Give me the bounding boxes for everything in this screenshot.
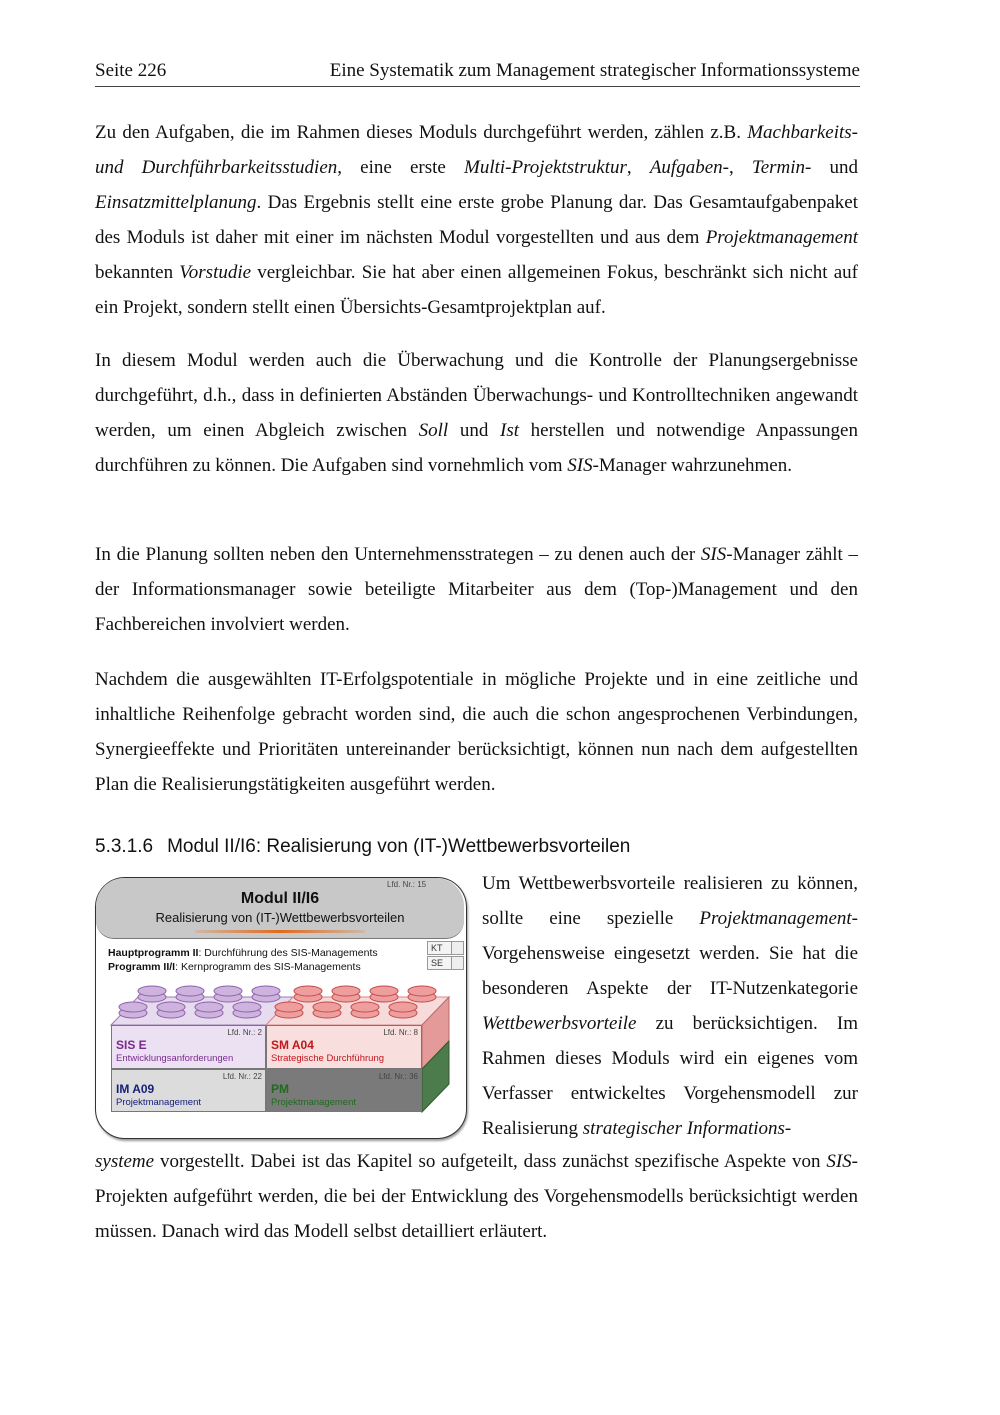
tag-kt: KT bbox=[427, 941, 454, 955]
module-title: Modul II/I6 bbox=[240, 890, 320, 907]
italic-term: systeme bbox=[95, 1151, 155, 1172]
cell-lfd: Lfd. Nr.: 2 bbox=[227, 1028, 262, 1037]
text-run: . Das Ergebnis stellt eine erste grobe Planung dar. Das Gesamtaufgabenpaket des Moduls ist daher mit einer im nächsten Modul vorgestellten und aus dem bbox=[95, 192, 858, 248]
section-heading bbox=[95, 834, 630, 860]
section-title: Modul II/I6: Realisierung von (IT-)Wettbewerbsvorteilen bbox=[167, 836, 631, 857]
text-run: In die Planung sollten neben den Unternehmensstrategen – zu denen auch der bbox=[95, 544, 701, 565]
text-run: -Projekten aufgeführt werden, die bei der Entwicklung des Vorgehensmodells berücksichtigt werden müssen. Danach wird das Modell selbst detailliert erläutert. bbox=[95, 1151, 858, 1242]
tail-paragraph bbox=[95, 1144, 858, 1249]
italic-term: Aufgaben- bbox=[649, 157, 729, 178]
text-run: -Manager zählt – der Informationsmanager sowie beteiligte Mitarbeiter aus dem (Top-)Management und den Fachbereichen involviert werden. bbox=[95, 544, 858, 635]
text-run: In diesem Modul werden auch die Überwachung und die Kontrolle der Planungsergebnisse durchgeführt, d.h., dass in definierten Abständen Überwachungs- und Kontrolltechniken angewandt werden, um einen Abgleich zwischen bbox=[95, 350, 858, 441]
cell-code: IM A09 bbox=[116, 1082, 155, 1096]
cell-lfd: Lfd. Nr.: 22 bbox=[222, 1072, 262, 1081]
cell-pm bbox=[266, 1069, 422, 1112]
main-program-label: Hauptprogramm II: Durchführung des SIS-Managements bbox=[108, 947, 378, 959]
page-header bbox=[95, 58, 860, 87]
italic-term: Projektmanagement bbox=[699, 908, 852, 929]
text-run: Nachdem die ausgewählten IT-Erfolgspotentiale in mögliche Projekte und in eine zeitliche und inhaltliche Reihenfolge gebracht worden sind, die auch die schon angesprochenen Verbindungen, Synergieeffekte und Prioritäten untereinander berücksichtigt, können nun nach dem aufgestellten Plan die Realisierungstätigkeiten ausgeführt werden. bbox=[95, 669, 858, 795]
cell-sis-e bbox=[111, 1025, 266, 1069]
body-paragraph-1 bbox=[95, 115, 858, 325]
cell-lfd: Lfd. Nr.: 36 bbox=[378, 1072, 418, 1081]
cell-code: SM A04 bbox=[271, 1038, 314, 1052]
text-run: , eine erste bbox=[337, 157, 465, 178]
cell-code: PM bbox=[271, 1082, 289, 1096]
text-run: , bbox=[626, 157, 650, 178]
module-figure bbox=[95, 877, 467, 1139]
italic-term: Machbarkeits- und Durchführbarkeitsstudien bbox=[95, 122, 858, 178]
cell-im-a09 bbox=[111, 1069, 266, 1112]
module-subtitle: Realisierung von (IT-)Wettbewerbsvorteilen bbox=[155, 910, 405, 925]
cell-sm-a04 bbox=[266, 1025, 422, 1069]
module-lfd-number: Lfd. Nr.: 15 bbox=[387, 880, 427, 889]
cell-desc: Projektmanagement bbox=[271, 1097, 357, 1108]
text-run: zu berücksichtigen. Im Rahmen dieses Moduls wird ein eigenes vom Verfasser entwickeltes Vorgehensmodell zur Realisierung bbox=[482, 1013, 858, 1139]
cell-desc: Projektmanagement bbox=[116, 1097, 202, 1108]
body-paragraph-4 bbox=[95, 662, 858, 802]
cell-desc: Entwicklungsanforderungen bbox=[116, 1053, 234, 1064]
italic-term: Multi-Projektstruktur bbox=[464, 157, 627, 178]
tag-se: SE bbox=[427, 956, 454, 970]
text-run: bekannten bbox=[95, 262, 180, 283]
text-run: -Vorgehensweise eingesetzt werden. Sie hat die besonderen Aspekte der IT-Nutzenkategorie bbox=[482, 908, 858, 999]
text-run: herstellen und notwendige Anpassungen durchführen zu können. Die Aufgaben sind vornehmlich vom bbox=[95, 420, 858, 476]
italic-term: Termin- bbox=[751, 157, 812, 178]
text-run: und bbox=[448, 420, 501, 441]
body-paragraph-2 bbox=[95, 343, 858, 483]
cell-desc: Strategische Durchführung bbox=[271, 1053, 385, 1064]
body-paragraph-3 bbox=[95, 537, 858, 642]
italic-term: Wettbewerbsvorteile bbox=[482, 1013, 637, 1034]
italic-term: SIS bbox=[567, 455, 593, 476]
text-run: Um Wettbewerbsvorteile realisieren zu können, sollte eine spezielle bbox=[482, 873, 858, 929]
italic-term: Projektmanagement bbox=[705, 227, 858, 248]
text-run: vorgestellt. Dabei ist das Kapitel so aufgeteilt, dass zunächst spezifische Aspekte von bbox=[154, 1151, 827, 1172]
text-run: vergleichbar. Sie hat aber einen allgemeinen Fokus, beschränkt sich nicht auf ein Projekt, sondern stellt einen Übersichts-Gesamtprojektplan auf. bbox=[95, 262, 859, 318]
cell-code: SIS E bbox=[116, 1038, 147, 1052]
text-run: -Manager wahrzunehmen. bbox=[592, 455, 792, 476]
text-run: , bbox=[728, 157, 752, 178]
running-title: Eine Systematik zum Management strategischer Informationssysteme bbox=[329, 60, 860, 81]
italic-term: SIS bbox=[700, 544, 727, 565]
text-run: Zu den Aufgaben, die im Rahmen dieses Moduls durchgeführt werden, zählen z.B. bbox=[95, 122, 748, 143]
section-number: 5.3.1.6 bbox=[95, 836, 154, 857]
italic-term: SIS bbox=[826, 1151, 852, 1172]
cell-lfd: Lfd. Nr.: 8 bbox=[383, 1028, 418, 1037]
side-paragraph bbox=[482, 866, 858, 1146]
italic-term: Einsatzmittelplanung bbox=[95, 192, 257, 213]
program-label: Programm II/I: Kernprogramm des SIS-Managements bbox=[108, 961, 361, 973]
italic-term: strategischer Informations- bbox=[582, 1118, 792, 1139]
italic-term: Vorstudie bbox=[179, 262, 252, 283]
text-run: und bbox=[811, 157, 859, 178]
page-number: Seite 226 bbox=[95, 60, 167, 81]
italic-term: Ist bbox=[500, 420, 520, 441]
italic-term: Soll bbox=[418, 420, 449, 441]
